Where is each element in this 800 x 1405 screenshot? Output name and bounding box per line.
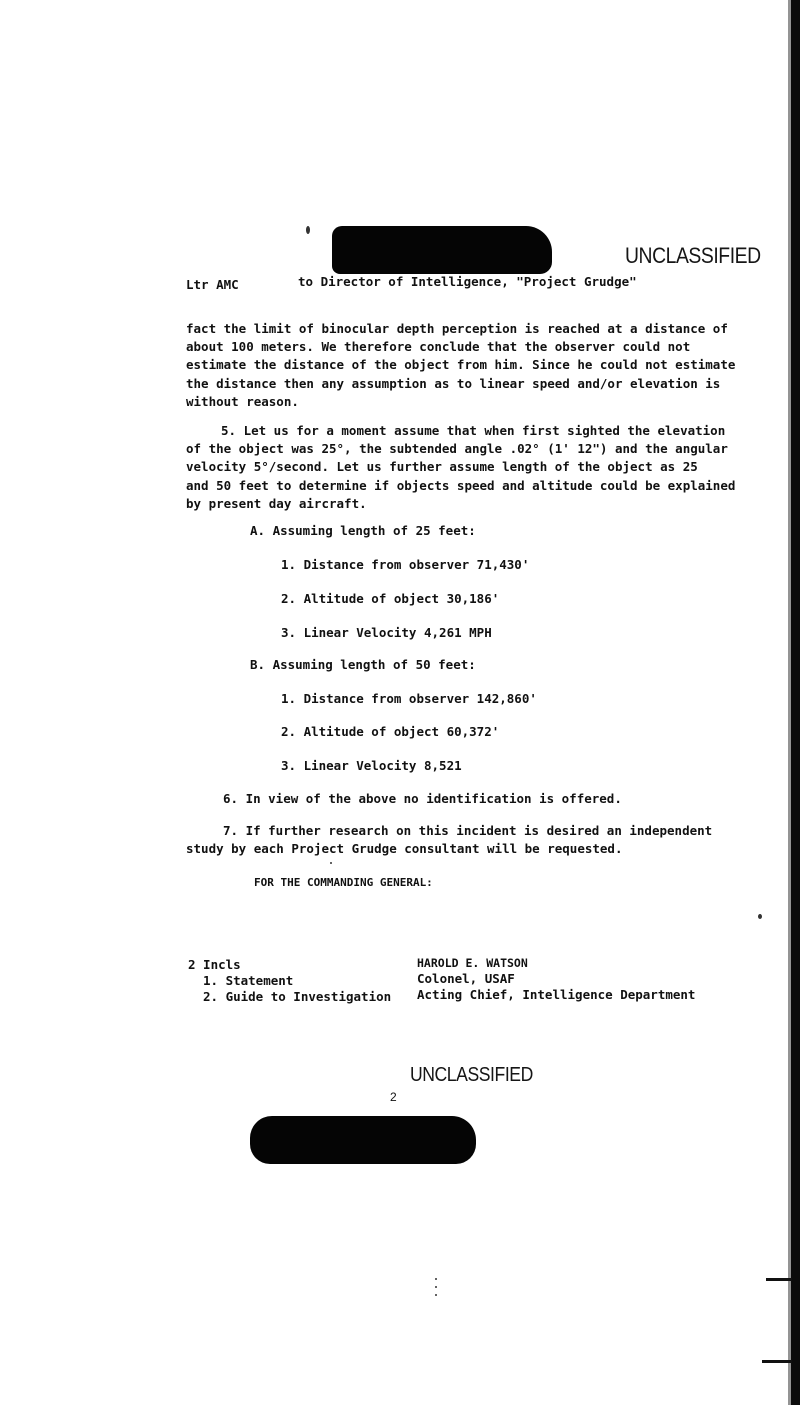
text-line: fact the limit of binocular depth perception is reached at a distance of (186, 321, 728, 336)
text-line: 5. Let us for a moment assume that when first sighted the elevation (221, 423, 726, 438)
text-line: estimate the distance of the object from him. Since he could not estimate (186, 357, 736, 373)
section-b-item: 1. Distance from observer 142,860' (281, 691, 537, 706)
section-b-item: 2. Altitude of object 60,372' (281, 724, 500, 739)
scan-speck (330, 862, 332, 864)
paragraph-continuation (186, 320, 735, 411)
closing-line: FOR THE COMMANDING GENERAL: (254, 876, 433, 889)
text-line: velocity 5°/second. Let us further assume length of the object as 25 (186, 459, 698, 475)
classification-stamp-bottom: UNCLASSIFIED (410, 1064, 533, 1086)
section-a-item: 2. Altitude of object 30,186' (281, 591, 500, 606)
scan-speck (435, 1294, 437, 1296)
section-b-heading: B. Assuming length of 50 feet: (250, 657, 476, 672)
text-line: by present day aircraft. (186, 495, 367, 511)
scan-speck (306, 226, 310, 234)
redaction-block-top (332, 226, 552, 274)
text-line: about 100 meters. We therefore conclude that the observer could not (186, 339, 691, 355)
text-line: and 50 feet to determine if objects speed and altitude could be explained (186, 477, 736, 493)
redaction-block-bottom (250, 1116, 476, 1164)
enclosures-heading: 2 Incls (188, 957, 241, 972)
letter-subject: to Director of Intelligence, "Project Grudge" (298, 274, 637, 289)
section-a-item: 3. Linear Velocity 4,261 MPH (281, 625, 492, 640)
enclosure-item: 2. Guide to Investigation (203, 989, 392, 1004)
page-number: 2 (390, 1090, 397, 1104)
text-line: study by each Project Grudge consultant will be requested. (186, 841, 623, 857)
text-line: of the object was 25°, the subtended angle .02° (1' 12") and the angular (186, 441, 728, 457)
scan-edge-mark (766, 1278, 792, 1281)
enclosure-item: 1. Statement (203, 973, 294, 988)
signature-name: HAROLD E. WATSON (417, 956, 528, 970)
text-line: the distance then any assumption as to linear speed and/or elevation is (186, 375, 721, 391)
scan-edge (791, 0, 800, 1405)
signature-rank: Colonel, USAF (417, 971, 515, 986)
letter-ref: Ltr AMC (186, 277, 239, 292)
scan-speck (758, 914, 762, 919)
paragraph-6: 6. In view of the above no identification is offered. (223, 791, 622, 806)
signature-title: Acting Chief, Intelligence Department (417, 987, 696, 1002)
section-b-item: 3. Linear Velocity 8,521 (281, 758, 462, 773)
section-a-item: 1. Distance from observer 71,430' (281, 557, 530, 572)
paragraph-7 (186, 822, 712, 858)
text-line: 7. If further research on this incident is desired an independent (223, 823, 713, 838)
text-line: without reason. (186, 393, 299, 409)
classification-stamp-top: UNCLASSIFIED (625, 243, 761, 268)
paragraph-5 (186, 422, 735, 513)
scan-speck (435, 1278, 437, 1280)
section-a-heading: A. Assuming length of 25 feet: (250, 523, 476, 538)
scan-edge-mark (762, 1360, 792, 1363)
scan-speck (435, 1286, 437, 1288)
